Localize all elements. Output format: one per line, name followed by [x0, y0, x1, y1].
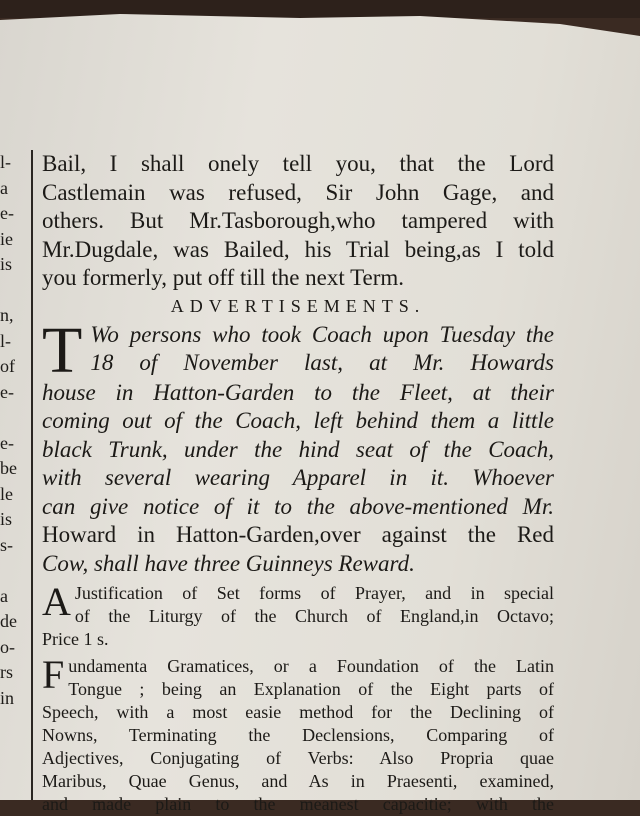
- column-rule: [31, 150, 33, 800]
- article-line: Mr.Dugdale, was Bailed, his Trial being,as I told: [42, 236, 554, 262]
- ad-line: of the Liturgy of the Church of England,in Octavo;: [74, 606, 554, 626]
- margin-fragment: de: [0, 611, 17, 631]
- margin-fragment: e-: [0, 381, 14, 402]
- margin-fragment: [0, 405, 24, 431]
- drop-cap: A: [42, 579, 71, 624]
- margin-fragment: ie: [0, 228, 13, 249]
- margin-fragment: [0, 558, 24, 584]
- advertisement-lost-trunk: [42, 313, 554, 579]
- ad-line: Price 1 s.: [42, 629, 109, 649]
- margin-fragment: l-: [0, 152, 11, 172]
- left-margin-fragments: [0, 150, 24, 711]
- advertisement-fundamenta: [42, 652, 554, 816]
- margin-fragment: is: [0, 254, 13, 274]
- ad-line: coming out of the Coach, left behind them a little: [42, 408, 554, 433]
- margin-fragment: o-: [0, 636, 15, 657]
- margin-fragment: of: [0, 356, 15, 376]
- ad-line: Howard in Hatton-Garden,over against the Red: [42, 522, 554, 547]
- ad-line: and made plain to the meanest capacitie; with the: [42, 794, 554, 814]
- margin-fragment: le: [0, 483, 13, 504]
- margin-fragment: [0, 278, 24, 304]
- margin-fragment: n,: [0, 305, 14, 325]
- margin-fragment: a: [0, 585, 8, 606]
- ad-line: black Trunk, under the hind seat of the Coach,: [42, 436, 554, 462]
- margin-fragment: be: [0, 458, 17, 478]
- ad-line: can give notice of it to the above-mentioned Mr.: [42, 493, 554, 519]
- ad-line: with several wearing Apparel in it. Whoever: [42, 465, 554, 490]
- drop-cap: F: [42, 652, 65, 697]
- advertisement-justification: [42, 579, 554, 651]
- article-line: Castlemain was refused, Sir John Gage, and: [42, 179, 554, 205]
- margin-fragment: e-: [0, 203, 14, 223]
- margin-fragment: in: [0, 687, 15, 708]
- ad-line: Speech, with a most easie method for the Declining of: [42, 702, 554, 722]
- margin-fragment: s-: [0, 534, 13, 555]
- ad-line: Maribus, Quae Genus, and As in Praesenti, examined,: [42, 771, 554, 791]
- margin-fragment: l-: [0, 330, 11, 351]
- margin-fragment: rs: [0, 662, 13, 682]
- ad-line: Nowns, Terminating the Declensions, Comparing of: [42, 725, 554, 745]
- article-line: others. But Mr.Tasborough,who tampered with: [42, 208, 554, 233]
- main-column: [42, 150, 554, 816]
- ad-line: Tongue ; being an Explanation of the Eight parts of: [68, 679, 554, 699]
- ad-line: Adjectives, Conjugating of Verbs: Also Propria quae: [42, 748, 554, 768]
- ad-line: house in Hatton-Garden to the Fleet, at their: [42, 379, 554, 405]
- article-line: you formerly, put off till the next Term.: [42, 265, 405, 290]
- margin-fragment: e-: [0, 432, 14, 453]
- margin-fragment: a: [0, 177, 8, 198]
- ad-line: Justification of Set forms of Prayer, and in special: [74, 583, 554, 603]
- article-line: Bail, I shall onely tell you, that the Lord: [42, 151, 554, 176]
- advertisements-heading: ADVERTISEMENTS.: [170, 295, 426, 316]
- ad-line: 18 of November last, at Mr. Howards: [90, 350, 554, 375]
- margin-fragment: is: [0, 509, 13, 529]
- article-text: [42, 150, 554, 293]
- ad-line: Cow, shall have three Guinneys Reward.: [42, 550, 415, 576]
- ad-line: undamenta Gramatices, or a Foundation of the Latin: [68, 656, 554, 676]
- drop-cap: T: [42, 313, 83, 387]
- ad-line: Wo persons who took Coach upon Tuesday the: [90, 321, 554, 347]
